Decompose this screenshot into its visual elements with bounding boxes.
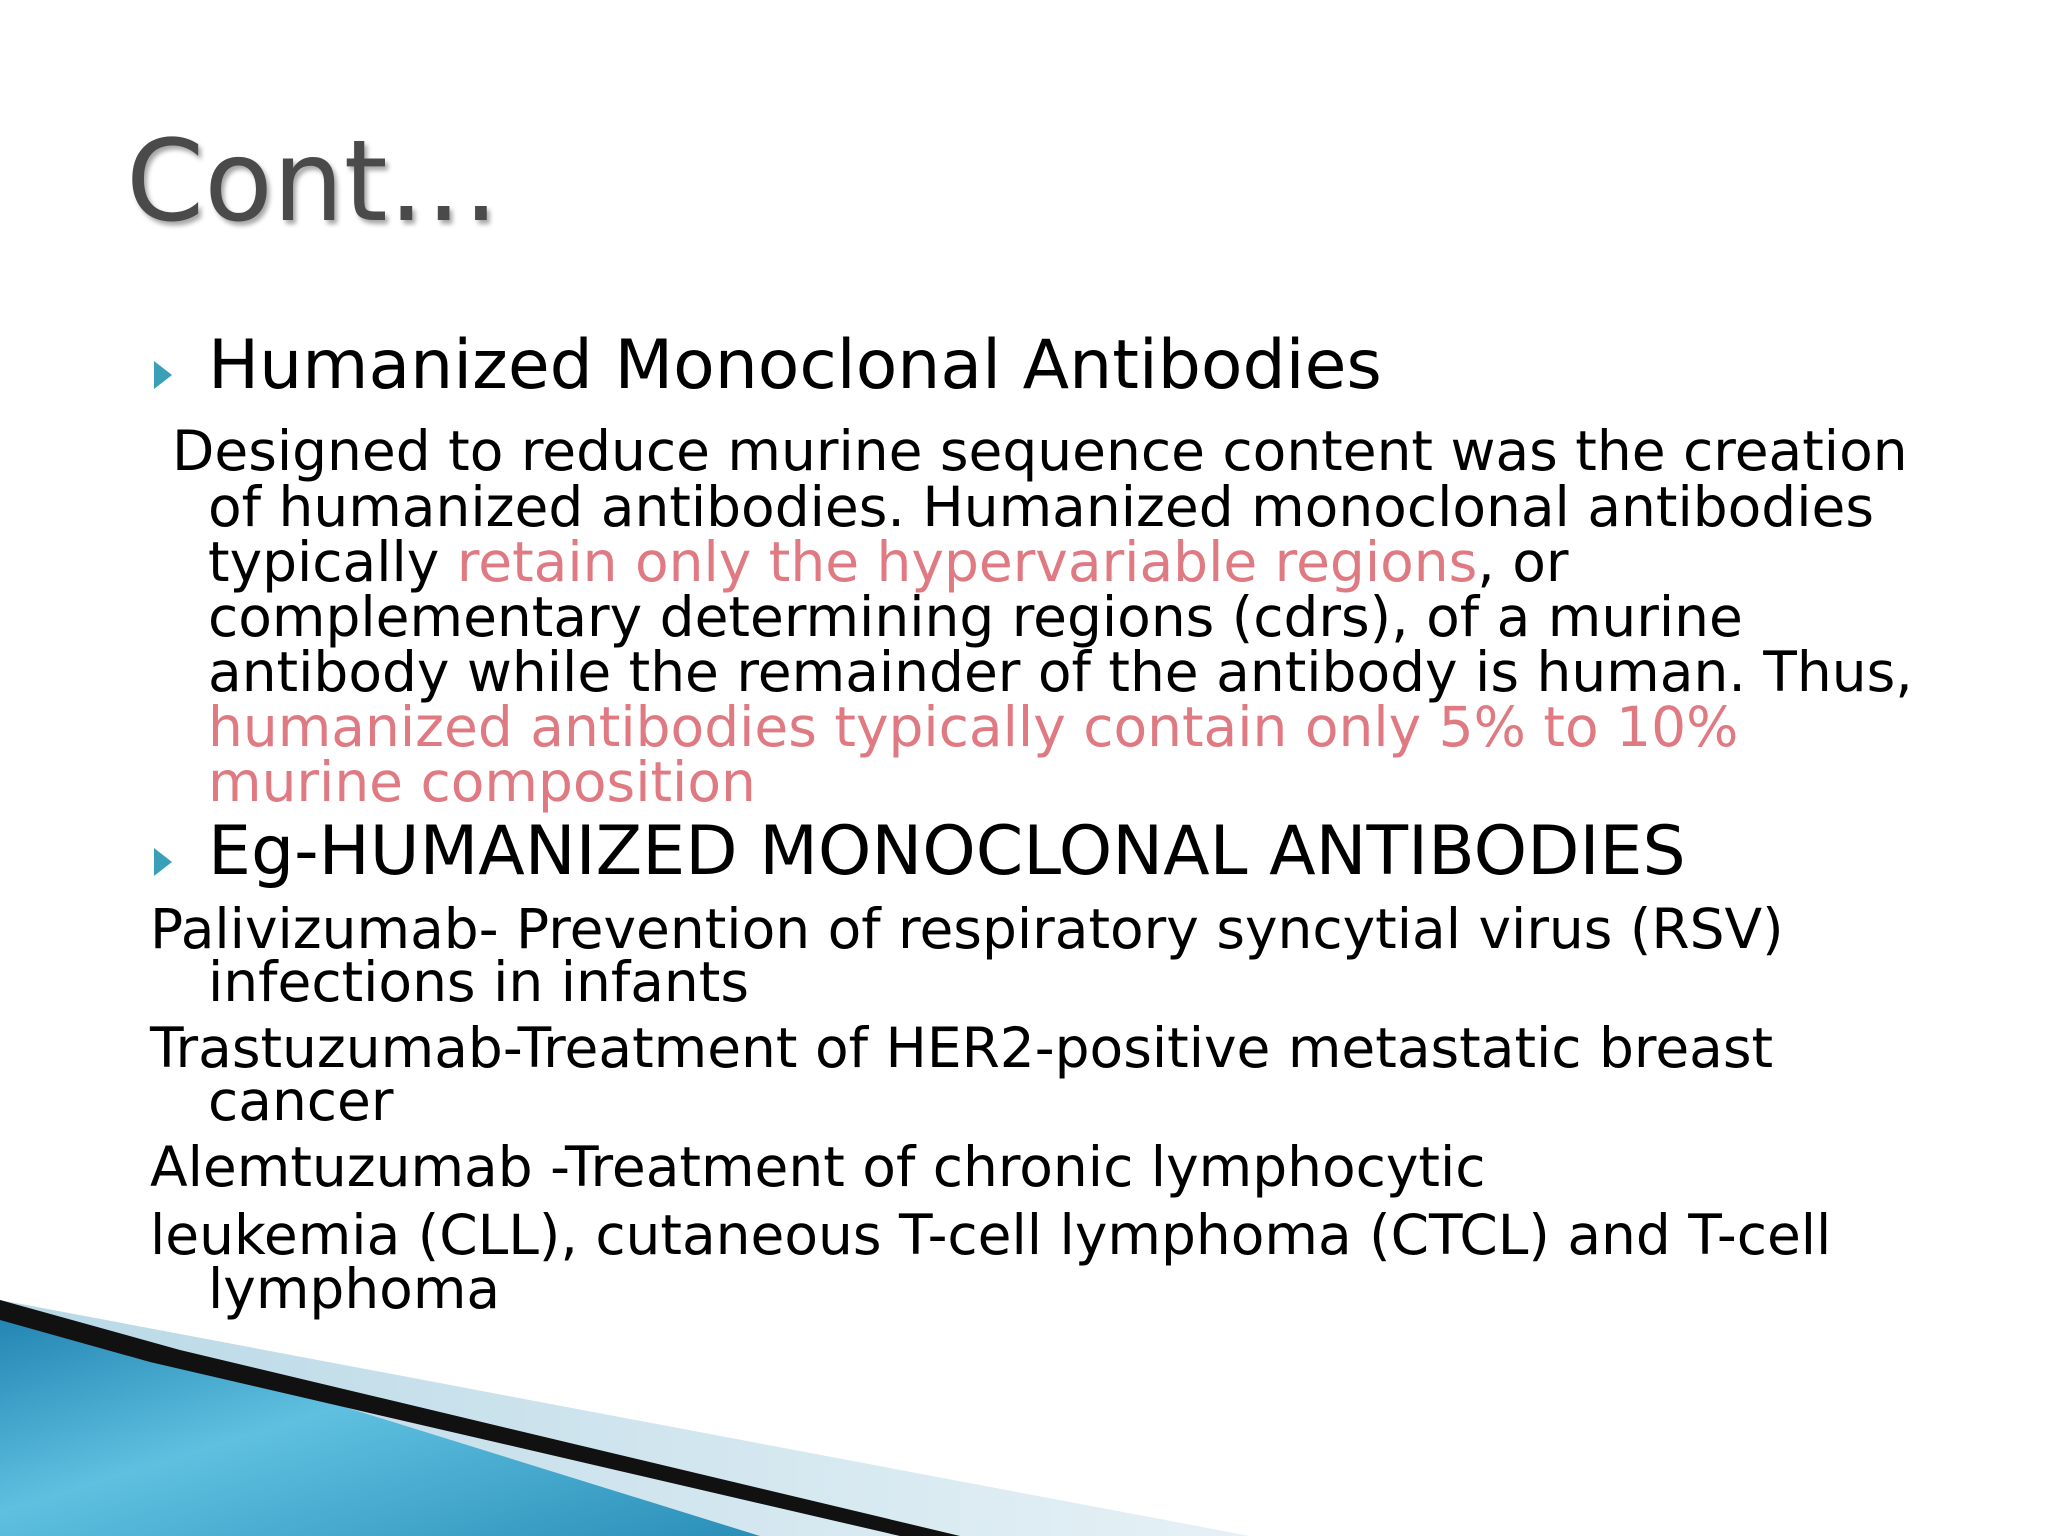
triangle-right-icon	[154, 848, 172, 876]
highlight-composition-1: humanized antibodies typically contain only 5% to 10%	[208, 695, 1739, 759]
paragraph-line-3-post: , or	[1477, 530, 1569, 594]
highlight-composition-2: murine composition	[208, 750, 756, 814]
paragraph-line-5: antibody while the remainder of the antibody is human. Thus,	[208, 640, 1913, 704]
paragraph-line-4: complementary determining regions (cdrs), of a murine	[208, 585, 1743, 649]
example-alemtuzumab-line-3: lymphoma	[208, 1257, 501, 1321]
paragraph-line-3-pre: typically	[208, 530, 457, 594]
bullet-heading-humanized: Humanized Monoclonal Antibodies	[208, 326, 1382, 405]
description-paragraph-body	[208, 475, 1913, 814]
slide-title: Cont…	[126, 117, 500, 247]
triangle-right-icon	[154, 361, 172, 389]
bullet-heading-examples: Eg-HUMANIZED MONOCLONAL ANTIBODIES	[208, 812, 1686, 891]
example-trastuzumab-line-2: cancer	[208, 1069, 394, 1133]
description-paragraph	[172, 419, 1908, 483]
paragraph-line-2: of humanized antibodies. Humanized monoclonal antibodies	[208, 475, 1874, 539]
paragraph-line-1: Designed to reduce murine sequence content was the creation	[172, 419, 1908, 483]
example-alemtuzumab-line-2: leukemia (CLL), cutaneous T-cell lymphoma (CTCL) and T-cell	[150, 1203, 1832, 1267]
example-trastuzumab-line-1: Trastuzumab-Treatment of HER2-positive metastatic breast	[150, 1016, 1774, 1080]
example-palivizumab-line-1: Palivizumab- Prevention of respiratory syncytial virus (RSV)	[150, 897, 1784, 961]
paragraph-line-3	[208, 530, 1913, 594]
example-palivizumab-line-2: infections in infants	[208, 950, 749, 1014]
example-alemtuzumab-line-1: Alemtuzumab -Treatment of chronic lymphocytic	[150, 1135, 1486, 1199]
highlight-hypervariable: retain only the hypervariable regions	[456, 530, 1478, 594]
